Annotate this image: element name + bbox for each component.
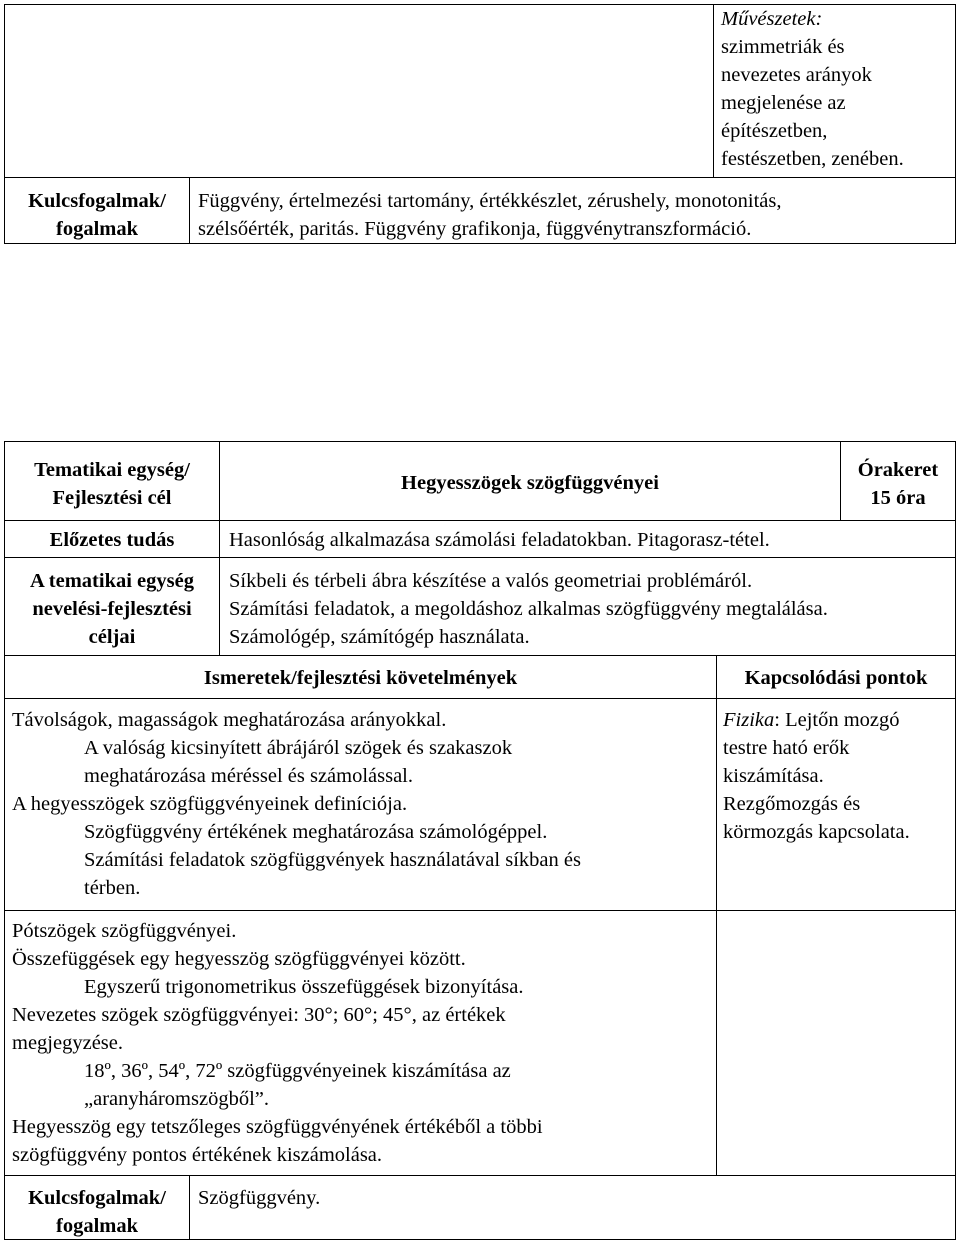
requirement-line: Szögfüggvény értékének meghatározása számológéppel. bbox=[84, 821, 548, 843]
prior-knowledge-label: Előzetes tudás bbox=[49, 529, 175, 551]
goals-text: Számítási feladatok, a megoldáshoz alkalmas szögfüggvény megtalálása. bbox=[229, 598, 828, 620]
requirement-line: térben. bbox=[84, 877, 141, 899]
requirement-line: Összefüggések egy hegyesszög szögfüggvényei között. bbox=[12, 948, 466, 970]
requirement-line: megjegyzése. bbox=[12, 1032, 123, 1054]
unit-title: Hegyesszögek szögfüggvényei bbox=[401, 472, 659, 494]
requirement-line: Számítási feladatok szögfüggvények használatával síkban és bbox=[84, 849, 581, 871]
artistic-line: festészetben, zenében. bbox=[721, 148, 904, 170]
connections-header: Kapcsolódási pontok bbox=[744, 667, 928, 689]
requirement-line: meghatározása méréssel és számolással. bbox=[84, 765, 414, 787]
key-concepts-text-2: szélsőérték, paritás. Függvény grafikonja, függvénytranszformáció. bbox=[198, 218, 752, 240]
connection-line: körmozgás kapcsolata. bbox=[723, 821, 910, 843]
artistic-title: Művészetek: bbox=[721, 8, 823, 30]
artistic-line: nevezetes arányok bbox=[721, 64, 872, 86]
goals-label: A tematikai egység bbox=[30, 570, 194, 592]
connection-line bbox=[723, 706, 900, 734]
artistic-line: megjelenése az bbox=[721, 92, 846, 114]
artistic-line: szimmetriák és bbox=[721, 36, 845, 58]
requirement-line: „aranyháromszögből”. bbox=[84, 1088, 269, 1110]
goals-text: Síkbeli és térbeli ábra készítése a valós geometriai problémáról. bbox=[229, 570, 753, 592]
hours-label: Órakeret bbox=[857, 459, 939, 481]
key-concepts-text: Szögfüggvény. bbox=[198, 1187, 321, 1209]
requirements-header: Ismeretek/fejlesztési követelmények bbox=[203, 667, 518, 689]
unit-label-2: Fejlesztési cél bbox=[52, 487, 172, 509]
key-concepts-label: Kulcsfogalmak/ bbox=[28, 1187, 166, 1209]
key-concepts-label: Kulcsfogalmak/ bbox=[28, 190, 166, 212]
connection-line: testre ható erők bbox=[723, 737, 850, 759]
requirement-line: Pótszögek szögfüggvényei. bbox=[12, 920, 237, 942]
artistic-line: építészetben, bbox=[721, 120, 828, 142]
prior-knowledge-text: Hasonlóság alkalmazása számolási feladatokban. Pitagorasz-tétel. bbox=[229, 529, 770, 551]
requirement-line: szögfüggvény pontos értékének kiszámolása. bbox=[12, 1144, 383, 1166]
unit-label: Tematikai egység/ bbox=[34, 459, 190, 481]
requirement-line: 18º, 36º, 54º, 72º szögfüggvényeinek kiszámítása az bbox=[84, 1060, 511, 1082]
connection-subject-rest: : Lejtőn mozgó bbox=[774, 709, 900, 731]
key-concepts-text: Függvény, értelmezési tartomány, értékkészlet, zérushely, monotonitás, bbox=[198, 190, 782, 212]
requirement-line: A hegyesszögek szögfüggvényeinek definíciója. bbox=[12, 793, 408, 815]
connection-line: Rezgőmozgás és bbox=[723, 793, 861, 815]
hours-value: 15 óra bbox=[870, 487, 926, 509]
goals-text: Számológép, számítógép használata. bbox=[229, 626, 530, 648]
connection-subject: Fizika bbox=[723, 709, 775, 731]
key-concepts-label-2: fogalmak bbox=[56, 218, 138, 240]
requirement-line: Nevezetes szögek szögfüggvényei: 30°; 60°; 45°, az értékek bbox=[12, 1004, 506, 1026]
goals-label: nevelési-fejlesztési bbox=[32, 598, 192, 620]
connection-line: kiszámítása. bbox=[723, 765, 824, 787]
requirement-line: Távolságok, magasságok meghatározása arányokkal. bbox=[12, 709, 447, 731]
requirement-line: Egyszerű trigonometrikus összefüggések bizonyítása. bbox=[84, 976, 524, 998]
goals-label: céljai bbox=[88, 626, 136, 648]
key-concepts-label-2: fogalmak bbox=[56, 1215, 138, 1237]
requirement-line: Hegyesszög egy tetszőleges szögfüggvényének értékéből a többi bbox=[12, 1116, 543, 1138]
requirement-line: A valóság kicsinyített ábrájáról szögek és szakaszok bbox=[84, 737, 513, 759]
